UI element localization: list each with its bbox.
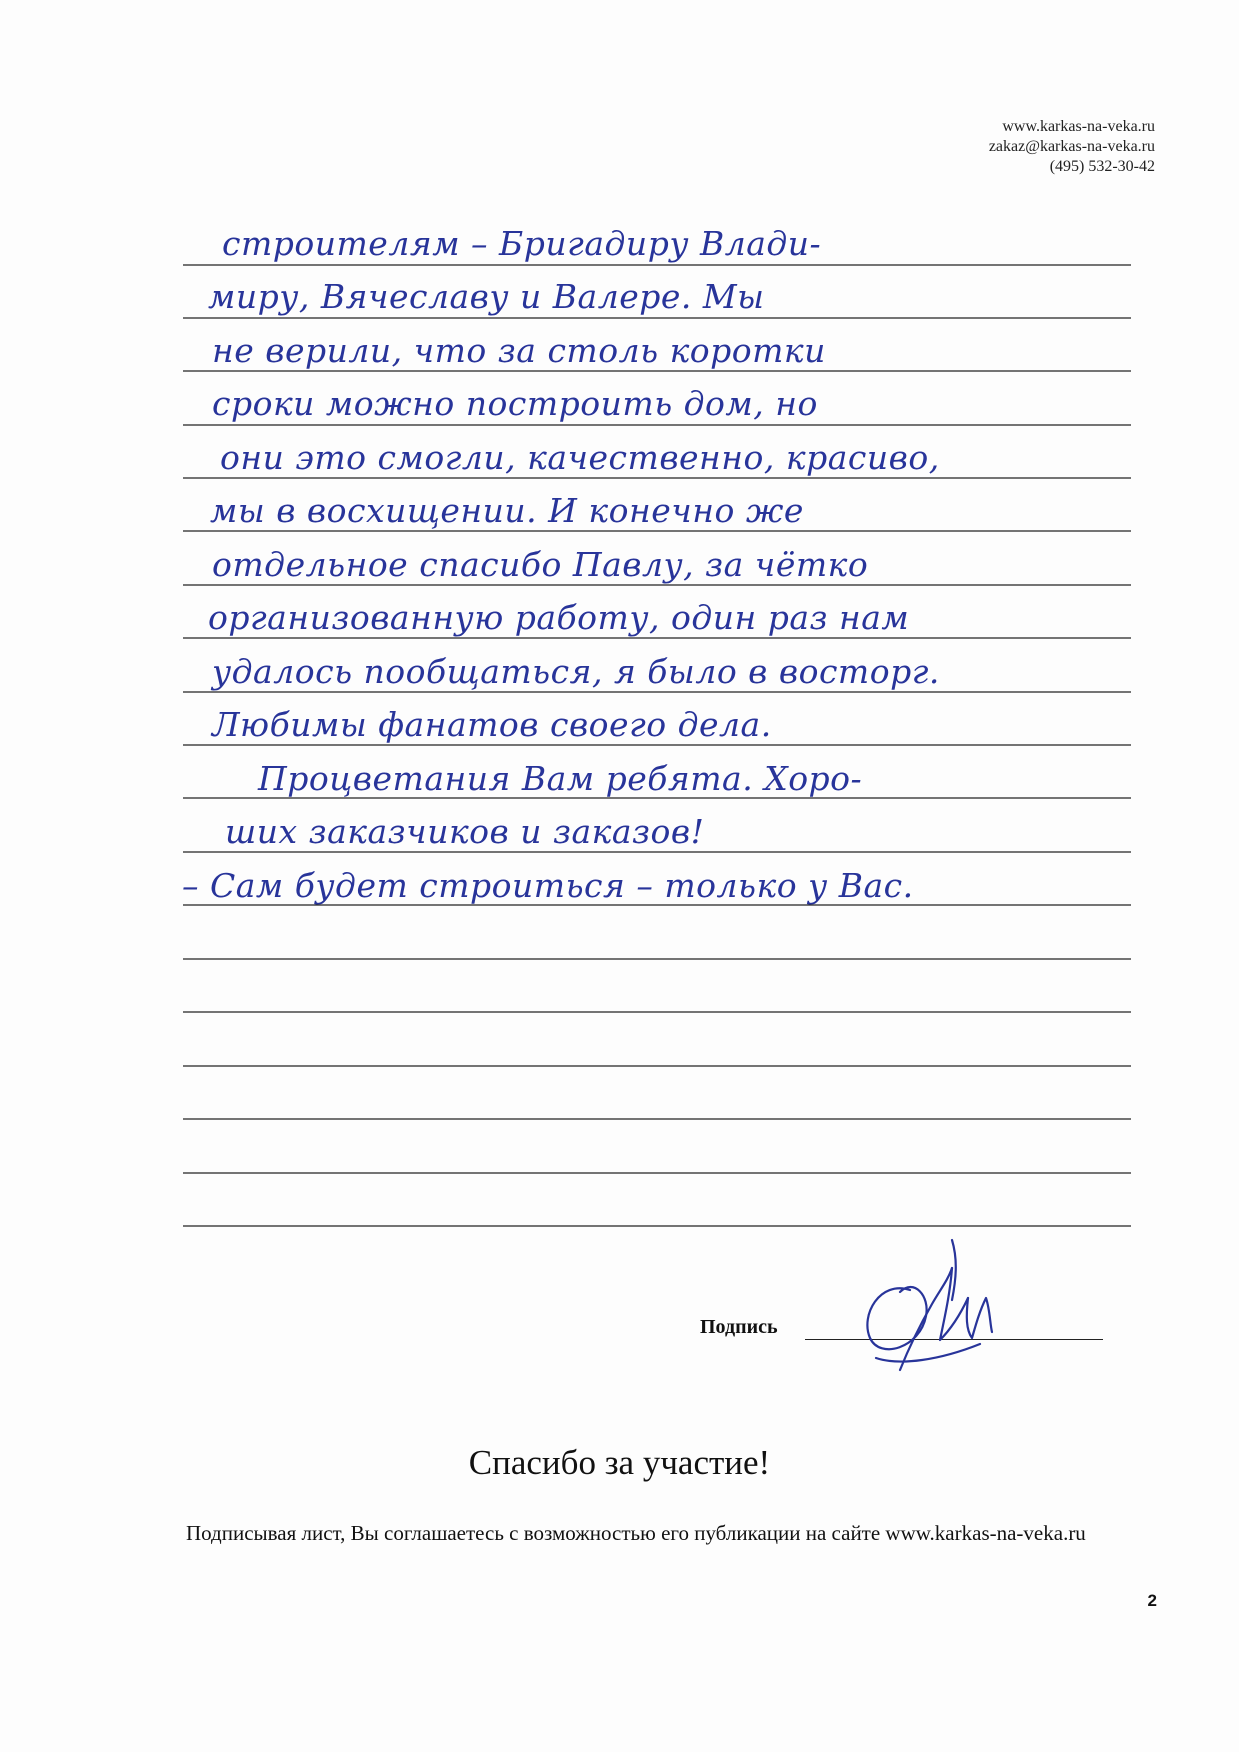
handwritten-line: они это смогли, качественно, красиво, bbox=[220, 438, 940, 477]
handwritten-line: не верили, что за столь коротки bbox=[212, 331, 826, 370]
thank-you-heading: Спасибо за участие! bbox=[468, 1443, 771, 1482]
publication-consent-text: Подписывая лист, Вы соглашаетесь с возможностью его публикации на сайте www.karkas-na-veka.ru bbox=[186, 1521, 1086, 1545]
handwritten-line: – Сам будет строиться – только у Вас. bbox=[182, 866, 914, 905]
handwritten-line: ших заказчиков и заказов! bbox=[225, 812, 705, 851]
handwritten-line: сроки можно построить дом, но bbox=[212, 384, 818, 423]
handwritten-line: организованную работу, один раз нам bbox=[208, 598, 910, 637]
handwritten-line: отдельное спасибо Павлу, за чётко bbox=[212, 545, 869, 584]
handwritten-signature bbox=[840, 1220, 1010, 1400]
handwritten-line: строителям – Бригадиру Влади- bbox=[222, 224, 822, 263]
signature-label: Подпись bbox=[700, 1316, 778, 1338]
handwritten-line: удалось пообщаться, я было в восторг. bbox=[212, 652, 940, 691]
email-link[interactable]: zakaz@karkas-na-veka.ru bbox=[988, 138, 1155, 155]
phone-number: (495) 532-30-42 bbox=[1049, 158, 1155, 175]
handwritten-line: Процветания Вам ребята. Хоро- bbox=[258, 759, 863, 798]
handwritten-line: Любимы фанатов своего дела. bbox=[212, 705, 772, 744]
website-link[interactable]: www.karkas-na-veka.ru bbox=[1002, 118, 1155, 135]
handwritten-line: миру, Вячеславу и Валере. Мы bbox=[208, 277, 765, 316]
page-number: 2 bbox=[1147, 1591, 1157, 1610]
handwritten-line: мы в восхищении. И конечно же bbox=[210, 491, 804, 530]
